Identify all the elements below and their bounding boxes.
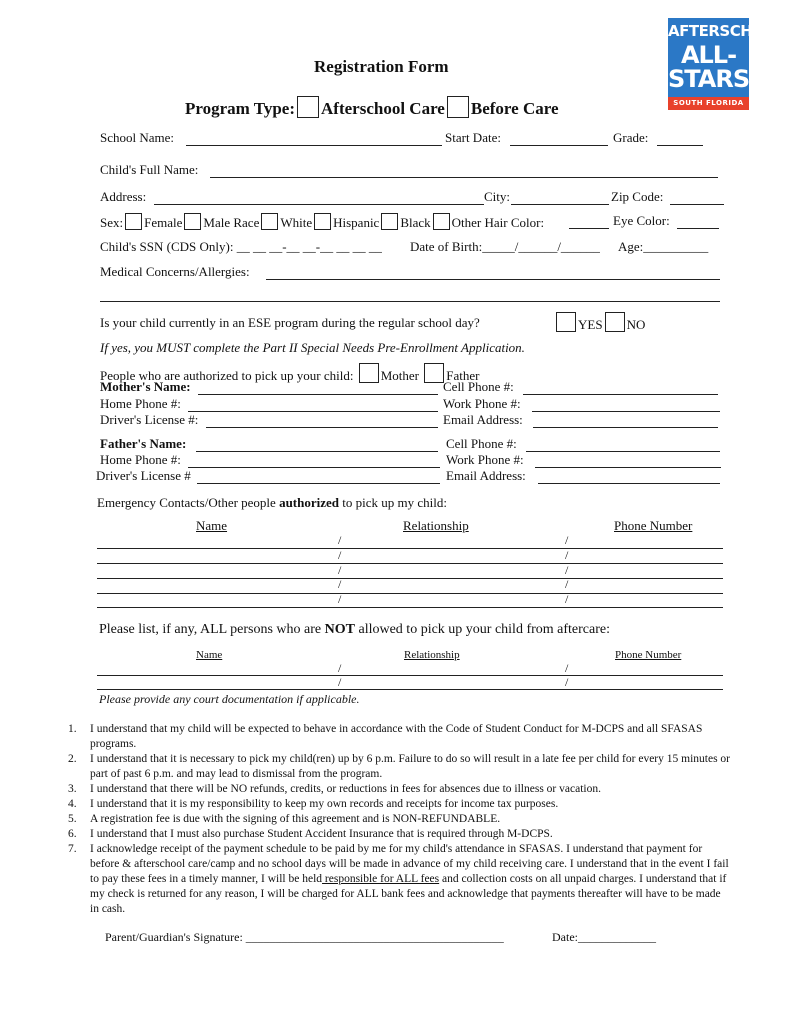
mother-work-phone-label: Work Phone #: <box>443 396 521 411</box>
emergency-col-phone: Phone Number <box>614 518 693 533</box>
ese-no-checkbox[interactable] <box>605 312 625 332</box>
form-title: Registration Form <box>314 57 449 76</box>
childs-full-name-label: Child's Full Name: <box>100 162 199 177</box>
medical-concerns-field[interactable] <box>266 279 720 280</box>
male-checkbox[interactable] <box>184 213 201 230</box>
mother-work-phone-field[interactable] <box>532 411 720 412</box>
mother-drivers-license-field[interactable] <box>206 427 438 428</box>
fathers-name-label: Father's Name: <box>100 436 187 451</box>
emergency-row[interactable] <box>97 548 723 549</box>
mother-cell-phone-field[interactable] <box>523 394 718 395</box>
father-cell-phone-label: Cell Phone #: <box>446 436 517 451</box>
pickup-question: People who are authorized to pick up your child: <box>100 368 354 383</box>
male-label: Male <box>203 215 231 230</box>
father-email-label: Email Address: <box>446 468 526 483</box>
mother-email-label: Email Address: <box>443 412 523 427</box>
afterschool-care-label: Afterschool Care <box>321 99 445 118</box>
before-care-label: Before Care <box>470 99 559 118</box>
black-label: Black <box>400 215 431 230</box>
fathers-name-field[interactable] <box>196 451 438 452</box>
emergency-row[interactable] <box>97 593 723 594</box>
race-label: Race <box>233 215 260 230</box>
zip-code-field[interactable] <box>670 204 724 205</box>
mothers-name-label: Mother's Name: <box>100 379 191 394</box>
mothers-name-field[interactable] <box>198 394 438 395</box>
date-of-birth-field[interactable]: Date of Birth:_____/______/______ <box>410 239 600 254</box>
female-checkbox[interactable] <box>125 213 142 230</box>
emergency-separators-left: / / / / / <box>338 533 342 607</box>
childs-full-name-field[interactable] <box>210 177 718 178</box>
address-field[interactable] <box>154 204 484 205</box>
program-type-row <box>185 96 559 119</box>
eye-color-label: Eye Color: <box>613 213 670 228</box>
city-label: City: <box>484 189 511 204</box>
school-name-field[interactable] <box>186 145 442 146</box>
address-label: Address: <box>100 189 147 204</box>
program-type-label: Program Type: <box>185 99 296 118</box>
city-field[interactable] <box>511 204 609 205</box>
mother-cell-phone-label: Cell Phone #: <box>443 379 514 394</box>
black-checkbox[interactable] <box>381 213 398 230</box>
ese-note: If yes, you MUST complete the Part II Special Needs Pre-Enrollment Application. <box>100 340 525 355</box>
mother-home-phone-label: Home Phone #: <box>100 396 181 411</box>
emergency-separators-right: / / / / / <box>565 533 569 607</box>
other-label: Other <box>451 215 482 230</box>
father-home-phone-label: Home Phone #: <box>100 452 181 467</box>
mother-checkbox[interactable] <box>359 363 379 383</box>
father-cell-phone-field[interactable] <box>526 451 720 452</box>
sex-label: Sex: <box>100 215 124 230</box>
father-email-field[interactable] <box>538 483 720 484</box>
father-home-phone-field[interactable] <box>188 467 440 468</box>
mother-email-field[interactable] <box>533 427 718 428</box>
sex-race-row <box>100 213 544 231</box>
hair-color-label: Hair Color: <box>484 215 545 230</box>
logo-line1: AFTERSCHOOL <box>668 22 786 40</box>
court-documentation-note: Please provide any court documentation if applicable. <box>99 692 360 706</box>
signature-field[interactable]: Parent/Guardian's Signature: ___________________________________________ <box>105 930 504 944</box>
afterschool-care-checkbox[interactable] <box>297 96 319 118</box>
mother-drivers-license-label: Driver's License #: <box>100 412 199 427</box>
mother-home-phone-field[interactable] <box>188 411 438 412</box>
ese-no-label: NO <box>626 317 646 332</box>
emergency-row[interactable] <box>97 578 723 579</box>
ese-yes-label: YES <box>578 317 603 332</box>
not-allowed-col-name: Name <box>196 649 223 661</box>
not-allowed-col-phone: Phone Number <box>615 649 682 661</box>
not-allowed-row[interactable] <box>97 689 723 690</box>
age-field[interactable]: Age:__________ <box>618 239 709 254</box>
not-allowed-separators-left: / / <box>338 661 342 689</box>
ese-options <box>554 312 645 333</box>
emergency-col-name: Name <box>196 518 228 533</box>
ese-yes-checkbox[interactable] <box>556 312 576 332</box>
not-allowed-row[interactable] <box>97 675 723 676</box>
father-drivers-license-field[interactable] <box>197 483 440 484</box>
grade-field[interactable] <box>657 145 703 146</box>
white-label: White <box>280 215 313 230</box>
other-checkbox[interactable] <box>433 213 450 230</box>
school-name-label: School Name: <box>100 130 175 145</box>
grade-label: Grade: <box>613 130 649 145</box>
white-checkbox[interactable] <box>261 213 278 230</box>
signature-date-field[interactable]: Date:_____________ <box>552 930 656 944</box>
emergency-contacts-label: Emergency Contacts/Other people authorized to pick up my child: <box>97 495 447 510</box>
hair-color-field[interactable] <box>569 228 609 229</box>
father-checkbox[interactable] <box>424 363 444 383</box>
start-date-field[interactable] <box>510 145 608 146</box>
not-allowed-label: Please list, if any, ALL persons who are NOT allowed to pick up your child from aftercare: <box>99 622 610 637</box>
afterschool-all-stars-logo <box>668 18 786 110</box>
emergency-col-relationship: Relationship <box>403 518 469 533</box>
medical-concerns-field-2[interactable] <box>100 301 720 302</box>
father-work-phone-label: Work Phone #: <box>446 452 524 467</box>
ssn-field[interactable]: Child's SSN (CDS Only): __ __ __-__ __-__ __ __ __ <box>100 239 382 254</box>
father-drivers-license-label: Driver's License # <box>96 468 191 483</box>
not-allowed-col-relationship: Relationship <box>404 649 460 661</box>
logo-line2: ALL-STARS <box>668 41 750 93</box>
father-work-phone-field[interactable] <box>535 467 721 468</box>
father-label: Father <box>446 368 480 383</box>
eye-color-field[interactable] <box>677 228 719 229</box>
before-care-checkbox[interactable] <box>447 96 469 118</box>
start-date-label: Start Date: <box>445 130 501 145</box>
emergency-row[interactable] <box>97 563 723 564</box>
zip-code-label: Zip Code: <box>611 189 664 204</box>
emergency-row[interactable] <box>97 607 723 608</box>
ese-question: Is your child currently in an ESE program during the regular school day? <box>100 315 480 330</box>
hispanic-checkbox[interactable] <box>314 213 331 230</box>
hispanic-label: Hispanic <box>333 215 380 230</box>
logo-line3: SOUTH FLORIDA <box>668 97 749 110</box>
medical-concerns-label: Medical Concerns/Allergies: <box>100 264 250 279</box>
mother-label: Mother <box>380 368 419 383</box>
not-allowed-separators-right: / / <box>565 661 569 689</box>
female-label: Female <box>144 215 183 230</box>
